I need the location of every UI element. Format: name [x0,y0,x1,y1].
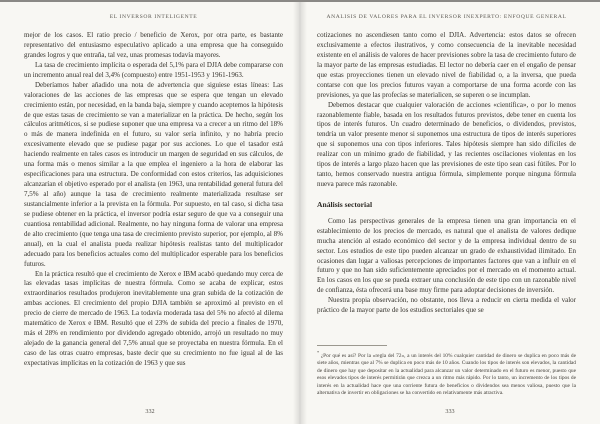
left-page [0,2,300,424]
footnote [317,350,576,398]
footnote-block [317,345,576,398]
paragraph: Debemos destacar que cualquier valoración de acciones «científica», o por lo menos razonablemente fiable, basada en los resultados futuros previstos, debe tener en cuenta los tipos de interés futuros. Un cuadro determinado de beneficios, o dividendos, previstos, tendría un valor presente menor si suponemos una estructura de tipos de interés superiores que si suponemos una con tipos inferiores. Tales hipótesis siempre han sido difíciles de realizar con un mínimo grado de fiabilidad, y las recientes oscilaciones violentas en los tipos de interés a largo plazo hacen que las previsiones de este tipo sean casi fútiles. Por lo tanto, hemos conservado nuestra antigua fórmula, simplemente porque ninguna fórmula nueva parece más razonable. [317,100,576,189]
paragraph: Como las perspectivas generales de la empresa tienen una gran importancia en el establecimiento de los precios de mercado, es natural que el analista de valores dedique mucha atención al estado económico del sector y de la empresa individual dentro de su sector. Los estudios de este tipo pueden alcanzar un grado de exhaustividad ilimitado. En ocasiones dan lugar a valiosas percepciones de importantes factores que van a influir en el futuro y que no han sido suficientemente apreciados por el mercado en el momento actual. En los casos en los que se pueda extraer una conclusión de este tipo con un razonable nivel de confianza, ésta ofrecerá una base muy firme para adoptar decisiones de inversión. [317,216,576,295]
right-running-header: ANÁLISIS DE VALORES PARA EL INVERSOR INEXPERTO: ENFOQUE GENERAL [326,14,567,20]
paragraph: Deberíamos haber añadido una nota de advertencia que siguiese estas líneas: Las valoraciones de las acciones de las empresas que se espera que tengan un elevado crecimiento están, por necesidad, en la banda baja, siempre y cuando aceptemos la hipótesis de que estas tasas de crecimiento se van a materializar en la práctica. De hecho, según los cálculos aritméticos, si se pudiese suponer que una empresa va a crecer a un ritmo del 18% o más de manera indefinida en el futuro, su valor sería infinito, y no habría precio excesivamente elevado que se pudiese pagar por sus acciones. Lo que el tasador está haciendo realmente en tales casos es introducir un margen de seguridad en sus cálculos, de una forma más o menos similar a la que emplea el ingeniero a la hora de elaborar las especificaciones para una estructura. De conformidad con estos criterios, las adquisiciones alcanzarían el objetivo esperado por el analista (en 1963, una rentabilidad general futura del 7,5% al año) aunque la tasa de crecimiento realmente materializada resultase ser sustancialmente inferior a la prevista en la fórmula. Por supuesto, en tal caso, si dicha tasa se pudiese obtener en la práctica, el inversor podría estar seguro de que va a conseguir una cuantiosa rentabilidad adicional. Realmente, no hay ninguna forma de valorar una empresa de alto crecimiento (que tenga una tasa de crecimiento previsto superior, por ejemplo, al 8% anual), en la cual el analista pueda realizar hipótesis realistas tanto del multiplicador adecuado para los beneficios actuales como del multiplicador esperable para los beneficios futuros. [24,80,283,268]
paragraph: cotizaciones no ascendiesen tanto como el DJIA. Advertencia: estos datos se ofrecen exclusivamente a efectos ilustrativos, y como consecuencia de la inevitable necesidad existente en el análisis de valores de hacer previsiones sobre la tasa de crecimiento futuro de la mayor parte de las empresas estudiadas. El lector no debería caer en el engaño de pensar que estas proyecciones tienen un elevado nivel de fiabilidad o, a la inversa, que pueda contarse con que los precios futuros vayan a comportarse de una forma acorde con las previsiones, ya que las profecías se materialicen, se superen o se incumplan. [317,31,576,99]
paragraph: mejor de los casos. El ratio precio / beneficio de Xerox, por otra parte, es bastante representativo del entusiasmo especulativo aplicado a una empresa que ha conseguido grandes logros y que entraña, tal vez, unas promesas todavía mayores. [24,31,283,59]
left-running-header: EL INVERSOR INTELIGENTE [109,14,198,20]
paragraph: Nuestra propia observación, no obstante, nos lleva a reducir en cierta medida el valor práctico de la mayor parte de los estudios sectoriales que se [317,296,576,315]
right-text-block [317,31,576,316]
paragraph: En la práctica resultó que el crecimiento de Xerox e IBM acabó quedando muy cerca de las elevadas tasas implícitas de nuestra fórmula. Como se acaba de explicar, estos extraordinarios resultados produjeron inevitablemente una gran subida de la cotización de ambas acciones. El crecimiento del propio DJIA también se aproximó al previsto en el precio de cierre de mercado de 1963. La todavía moderada tasa del 5% no afectó al dilema matemático de Xerox e IBM. Resultó que el 23% de subida del precio a finales de 1970, más el 28% en rendimiento por dividendo agregado obtenido, arrojó un resultado no muy alejado de la ganancia general del 7,5% anual que se proyectaba en nuestra fórmula. En el caso de las otras cuatro empresas, baste decir que su crecimiento no fue igual al de las expectativas implícitas en la cotización de 1963 y que sus [24,269,283,367]
footnote-rule [317,345,387,346]
paragraph: La tasa de crecimiento implícita o esperada del 5,1% para el DJIA debe compararse con un incremento anual real del 3,4% (compuesto) entre 1951-1953 y 1961-1963. [24,60,283,79]
left-page-number: 332 [145,408,155,415]
right-page [300,2,600,424]
footnote-marker: * [317,349,320,355]
footnote-text: ¿Por qué es así? Por la «regla del 72», a un interés del 10% cualquier cantidad de dinero se duplica en poco más de siete años, mientras que al 7% se duplica en poco más de 10 años. Cuando los tipos de interés son elevados, la cantidad de dinero que hay que depositar en la actualidad para alcanzar un valor determinado en el futuro es menor, puesto que esos elevados tipos de interés permitirán que crezca a un ritmo más rápido. Por lo tanto, un incremento de los tipos de interés en la actualidad hace que una corriente futura de beneficios o dividendos sea menos valiosa, puesto que la alternativa de invertir en obligaciones se ha convertido en relativamente más atractiva. [317,352,576,397]
right-page-number: 333 [445,408,455,415]
section-heading: Análisis sectorial [317,200,373,209]
left-text-block [24,31,283,369]
